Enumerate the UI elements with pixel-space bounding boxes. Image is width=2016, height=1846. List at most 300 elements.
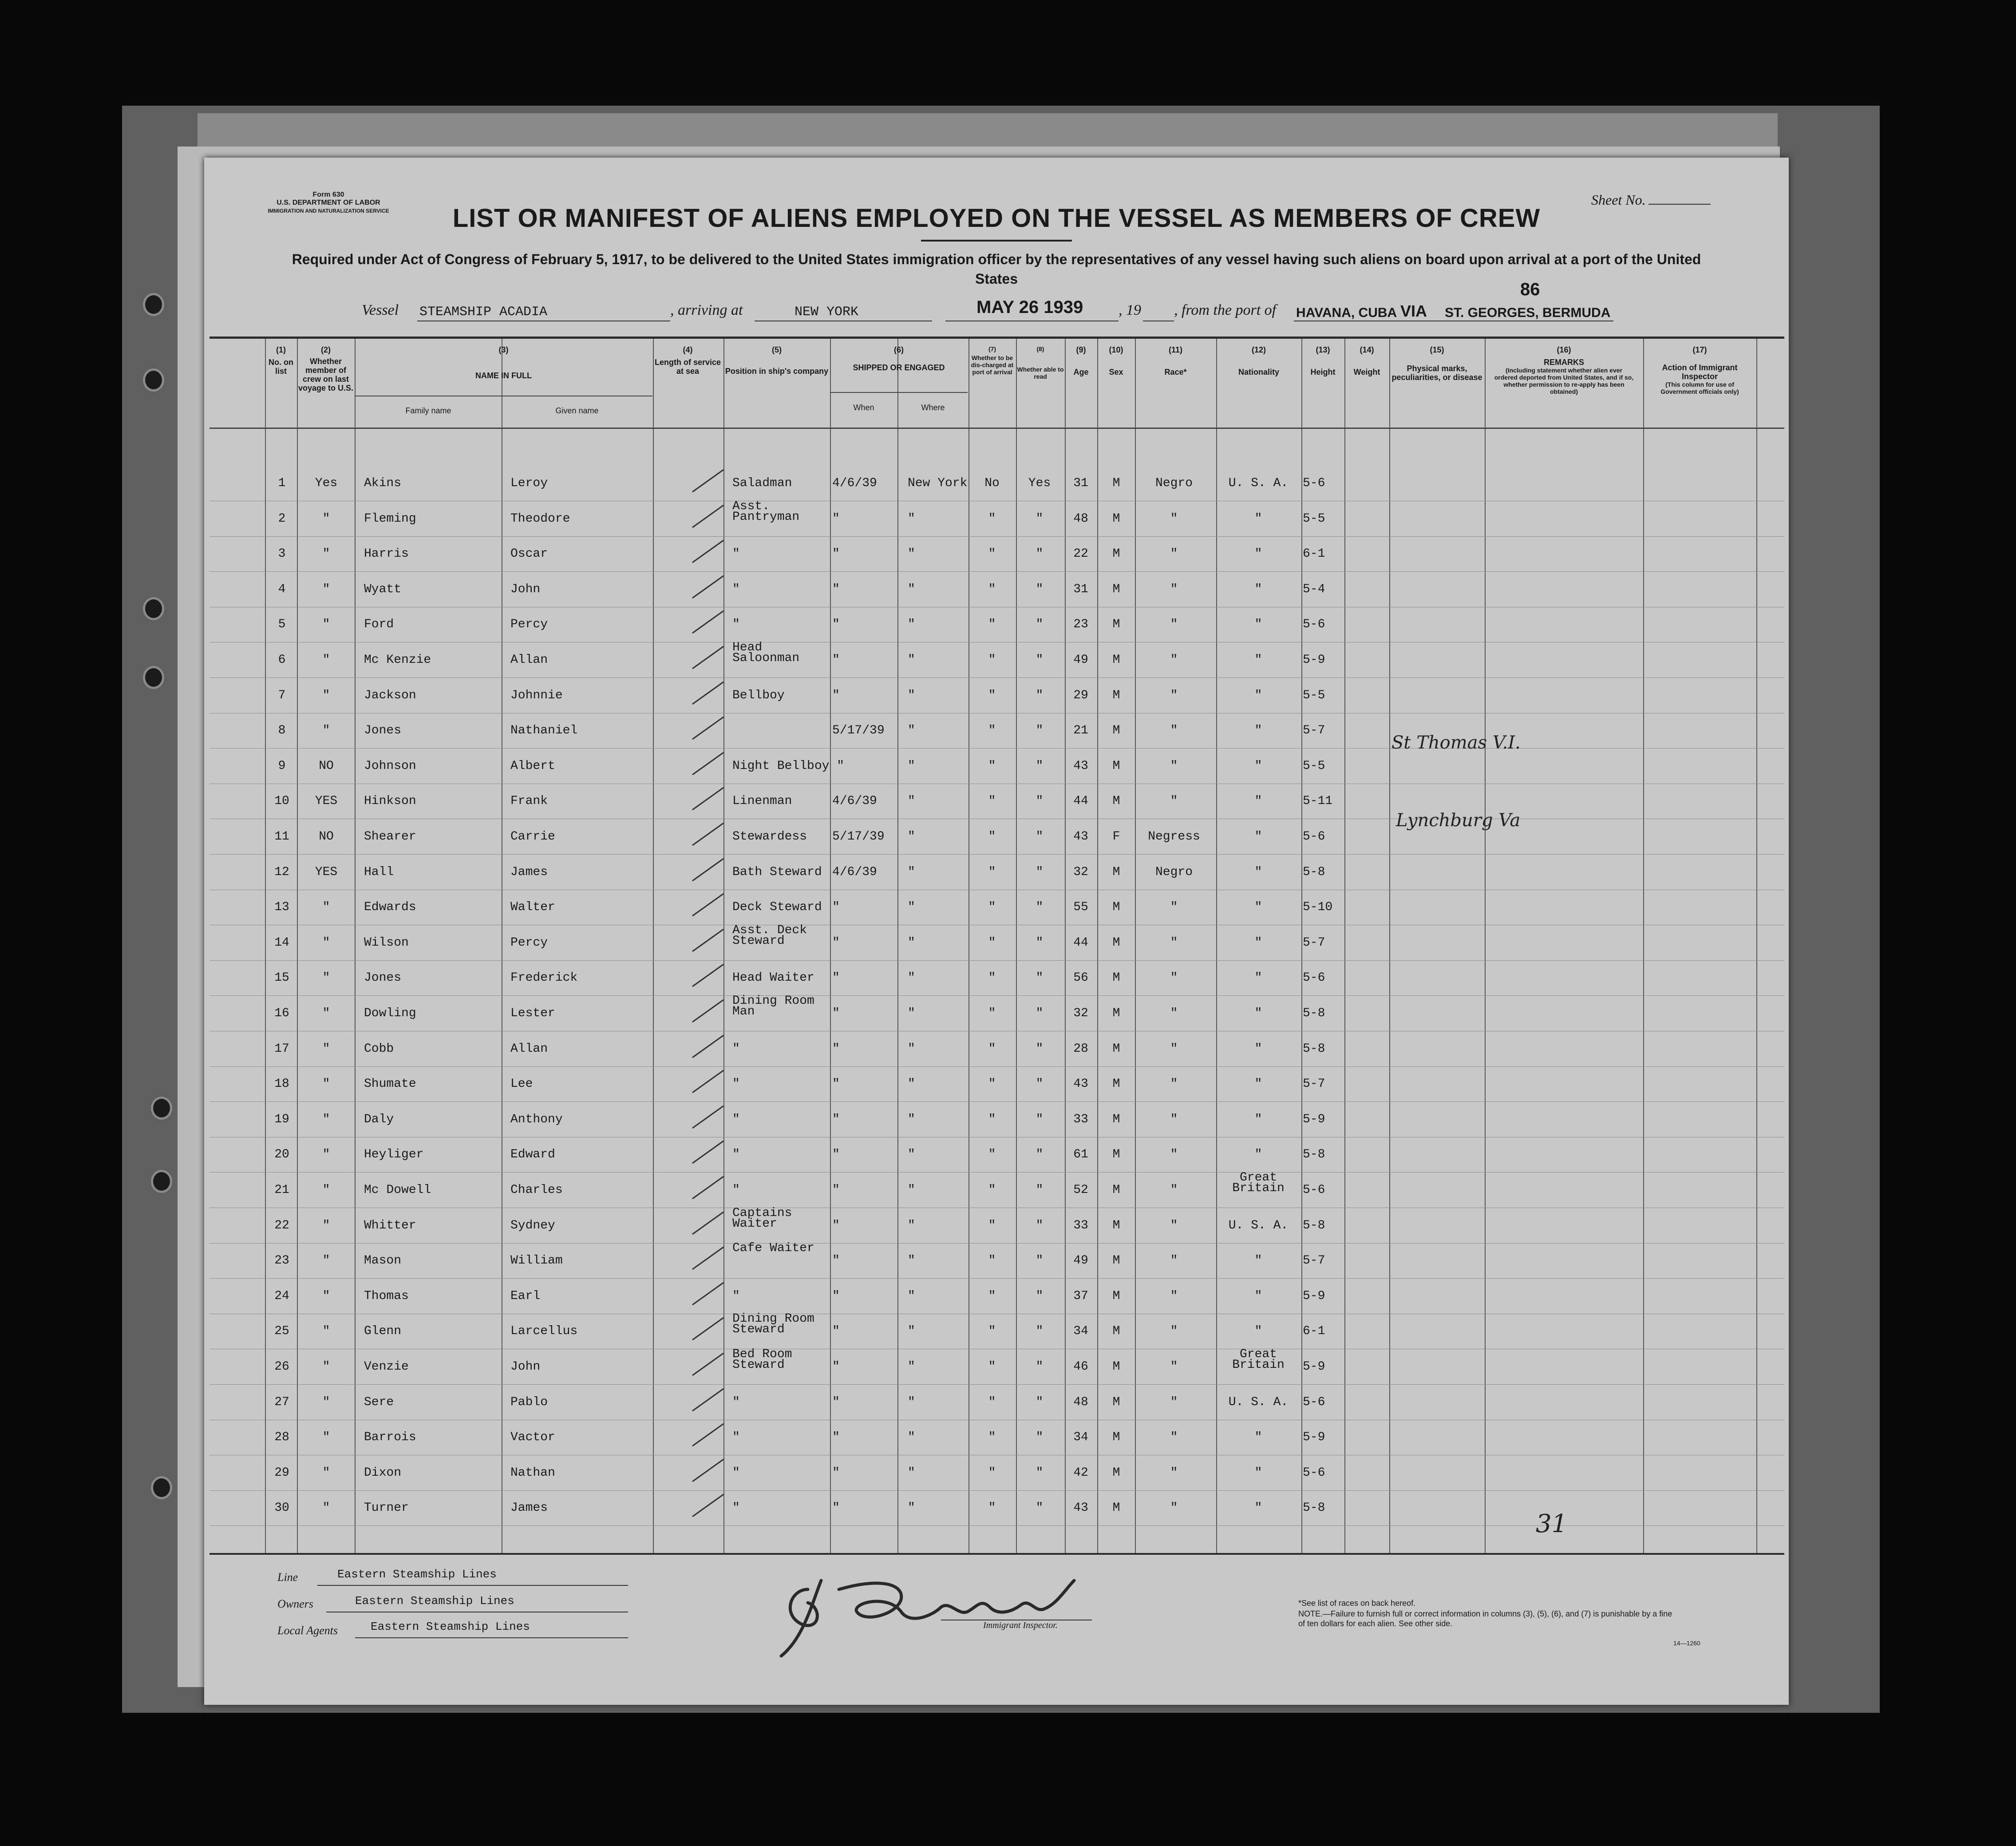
cell-disch: " <box>988 865 996 879</box>
cell-given: John <box>510 582 541 596</box>
cell-given: Johnnie <box>510 688 563 702</box>
cell-nat: " <box>1254 724 1262 738</box>
cell-sex: M <box>1112 511 1120 526</box>
cell-height: 5-5 <box>1303 688 1325 702</box>
cell-given: Anthony <box>510 1112 563 1126</box>
col-5-header: (5) Position in ship's company <box>725 345 829 376</box>
cell-height: 5-7 <box>1303 935 1325 950</box>
cell-age: 44 <box>1073 794 1088 808</box>
cell-family: Whitter <box>364 1218 416 1232</box>
cell-family: Cobb <box>364 1042 394 1056</box>
cell-where: " <box>908 1395 915 1409</box>
cell-last: " <box>322 653 330 667</box>
cell-read: " <box>1036 1501 1044 1515</box>
col-9-header: (9) Age <box>1073 345 1089 376</box>
cell-no: 20 <box>274 1148 289 1162</box>
cell-sex: M <box>1112 1112 1120 1126</box>
cell-sex: M <box>1112 653 1120 667</box>
cell-height: 6-1 <box>1303 547 1325 561</box>
cell-where: " <box>908 865 915 879</box>
cell-sex: M <box>1112 1360 1120 1374</box>
row-divider <box>210 1490 1784 1491</box>
vessel-label: Vessel <box>362 302 399 318</box>
cell-nat: " <box>1254 582 1262 596</box>
row-divider <box>210 960 1784 961</box>
cell-when: " <box>832 1148 840 1162</box>
cell-nat: Great Britain <box>1232 1347 1285 1372</box>
cell-family: Harris <box>364 547 409 561</box>
cell-given: Lester <box>510 1006 555 1020</box>
check-mark-icon <box>690 1033 726 1060</box>
cell-height: 5-6 <box>1303 1466 1325 1480</box>
cell-disch: " <box>988 1042 996 1056</box>
cell-sex: M <box>1112 476 1120 490</box>
cell-race: " <box>1170 1289 1178 1303</box>
cell-no: 18 <box>274 1077 289 1091</box>
cell-race: " <box>1170 900 1178 915</box>
check-mark-icon <box>690 538 726 565</box>
check-mark-icon <box>690 927 726 954</box>
cell-when: " <box>832 1183 840 1197</box>
cell-height: 5-7 <box>1303 724 1325 738</box>
cell-age: 55 <box>1073 900 1088 915</box>
cell-family: Heyliger <box>364 1148 424 1162</box>
cell-age: 31 <box>1073 582 1088 596</box>
cell-nat: " <box>1254 688 1262 702</box>
col-12-header: (12) Nationality <box>1238 345 1279 376</box>
cell-read: " <box>1036 759 1044 773</box>
check-mark-icon <box>690 891 726 918</box>
cell-sex: M <box>1112 688 1120 702</box>
cell-where: " <box>908 1183 915 1197</box>
cell-no: 10 <box>274 794 289 808</box>
cell-no: 7 <box>278 688 286 702</box>
cell-age: 46 <box>1073 1360 1088 1374</box>
cell-read: " <box>1036 1324 1044 1339</box>
cell-where: " <box>908 900 915 915</box>
cell-age: 61 <box>1073 1148 1088 1162</box>
cell-family: Wilson <box>364 935 409 950</box>
col-17-header: (17) Action of Immigrant Inspector (This column for use of Government officials only) <box>1660 345 1739 395</box>
cell-family: Ford <box>364 618 394 632</box>
cell-race: " <box>1170 1254 1178 1268</box>
cell-height: 5-4 <box>1303 582 1325 596</box>
cell-disch: " <box>988 1289 996 1303</box>
cell-sex: M <box>1112 1430 1120 1445</box>
cell-given: Allan <box>510 653 548 667</box>
cell-age: 33 <box>1073 1112 1088 1126</box>
cell-when: 4/6/39 <box>832 865 877 879</box>
vessel-name: STEAMSHIP ACADIA <box>419 305 548 320</box>
cell-nat: " <box>1254 1501 1262 1515</box>
cell-no: 6 <box>278 653 286 667</box>
cell-position: " <box>732 1112 740 1126</box>
cell-given: Theodore <box>510 511 570 526</box>
family-name-header: Family name <box>405 406 451 415</box>
cell-read: " <box>1036 1148 1044 1162</box>
cell-no: 15 <box>274 971 289 985</box>
check-mark-icon <box>690 1174 726 1201</box>
remark-row-11: Lynchburg Va <box>1396 810 1521 831</box>
cell-position: " <box>732 1430 740 1445</box>
row-divider <box>210 995 1784 996</box>
cell-race: " <box>1170 1466 1178 1480</box>
cell-last: " <box>322 1466 330 1480</box>
cell-no: 16 <box>274 1006 289 1020</box>
owners-label: Owners <box>277 1597 313 1610</box>
cell-last: " <box>322 1254 330 1268</box>
check-mark-icon <box>690 856 726 883</box>
cell-disch: " <box>988 1501 996 1515</box>
cell-read: " <box>1036 1006 1044 1020</box>
cell-given: Nathaniel <box>510 724 578 738</box>
check-mark-icon <box>690 1422 726 1448</box>
cell-sex: M <box>1112 1324 1120 1339</box>
cell-last: " <box>322 1006 330 1020</box>
service-name: IMMIGRATION AND NATURALIZATION SERVICE <box>268 208 389 214</box>
cell-age: 32 <box>1073 865 1088 879</box>
cell-when: " <box>832 1006 840 1020</box>
row-divider <box>210 1172 1784 1173</box>
cell-position: " <box>732 1466 740 1480</box>
cell-family: Dowling <box>364 1006 416 1020</box>
cell-disch: " <box>988 724 996 738</box>
cell-disch: " <box>988 1183 996 1197</box>
cell-race: " <box>1170 1112 1178 1126</box>
cell-nat: " <box>1254 1148 1262 1162</box>
cell-no: 8 <box>278 724 286 738</box>
cell-nat: " <box>1254 830 1262 844</box>
check-mark-icon <box>690 962 726 989</box>
cell-when: " <box>832 1218 840 1232</box>
cell-height: 5-8 <box>1303 865 1325 879</box>
cell-position: Bellboy <box>732 688 785 702</box>
cell-age: 23 <box>1073 618 1088 632</box>
cell-read: " <box>1036 653 1044 667</box>
cell-last: " <box>322 1324 330 1339</box>
cell-race: Negro <box>1155 865 1193 879</box>
check-mark-icon <box>690 750 726 777</box>
cell-nat: U. S. A. <box>1228 476 1289 490</box>
cell-given: Percy <box>510 935 548 950</box>
binder-hole-icon <box>151 1170 172 1193</box>
department-name: U.S. DEPARTMENT OF LABOR <box>277 199 380 206</box>
cell-height: 5-7 <box>1303 1077 1325 1091</box>
cell-position: Head Waiter <box>732 971 814 985</box>
col-15-header: (15) Physical marks, peculiarities, or disease <box>1391 345 1482 382</box>
col-13-header: (13) Height <box>1310 345 1336 376</box>
cell-race: " <box>1170 1218 1178 1232</box>
cell-position: Asst. Pantryman <box>732 499 800 524</box>
cell-when: " <box>832 1360 840 1374</box>
cell-position: " <box>732 1148 740 1162</box>
binder-hole-icon <box>151 1097 172 1120</box>
cell-sex: M <box>1112 935 1120 950</box>
cell-when: " <box>832 547 840 561</box>
cell-height: 5-9 <box>1303 653 1325 667</box>
sheet-number: 86 <box>1520 280 1540 299</box>
cell-when: 5/17/39 <box>832 724 885 738</box>
cell-last: NO <box>319 830 334 844</box>
cell-when: " <box>832 1112 840 1126</box>
cell-height: 5-9 <box>1303 1430 1325 1445</box>
agents-label: Local Agents <box>277 1624 338 1637</box>
cell-disch: " <box>988 1324 996 1339</box>
cell-disch: " <box>988 1112 996 1126</box>
cell-read: " <box>1036 1112 1044 1126</box>
cell-sex: M <box>1112 547 1120 561</box>
cell-family: Glenn <box>364 1324 402 1339</box>
check-mark-icon <box>690 998 726 1024</box>
arriving-label: , arriving at <box>670 302 743 318</box>
cell-disch: " <box>988 547 996 561</box>
cell-last: " <box>322 618 330 632</box>
cell-sex: M <box>1112 1254 1120 1268</box>
cell-nat: " <box>1254 1077 1262 1091</box>
cell-no: 26 <box>274 1360 289 1374</box>
cell-nat: " <box>1254 618 1262 632</box>
cell-read: " <box>1036 865 1044 879</box>
cell-family: Barrois <box>364 1430 416 1445</box>
cell-given: Earl <box>510 1289 541 1303</box>
cell-family: Dixon <box>364 1466 402 1480</box>
cell-when: 4/6/39 <box>832 794 877 808</box>
inspector-label: Immigrant Inspector. <box>983 1620 1058 1630</box>
binder-hole-icon <box>143 597 164 620</box>
cell-family: Johnson <box>364 759 416 773</box>
cell-age: 42 <box>1073 1466 1088 1480</box>
cell-read: " <box>1036 688 1044 702</box>
cell-position: Asst. Deck Steward <box>732 923 807 948</box>
from-port-label: , from the port of <box>1174 302 1277 318</box>
row-divider <box>210 1384 1784 1385</box>
cell-sex: M <box>1112 1289 1120 1303</box>
cell-where: " <box>908 653 915 667</box>
cell-nat: " <box>1254 511 1262 526</box>
page-title: LIST OR MANIFEST OF ALIENS EMPLOYED ON THE VESSEL AS MEMBERS OF CREW <box>452 204 1541 233</box>
cell-last: " <box>322 1077 330 1091</box>
cell-read: " <box>1036 830 1044 844</box>
col-2-header: (2) Whether member of crew on last voyage to U.S. <box>298 345 354 392</box>
col-3-header: (3) NAME IN FULL <box>475 345 532 380</box>
cell-when: " <box>832 653 840 667</box>
cell-age: 34 <box>1073 1430 1088 1445</box>
cell-position: Cafe Waiter <box>732 1241 814 1256</box>
cell-family: Hall <box>364 865 394 879</box>
cell-race: " <box>1170 1148 1178 1162</box>
cell-position: " <box>732 547 740 561</box>
cell-family: Venzie <box>364 1360 409 1374</box>
cell-disch: " <box>988 1360 996 1374</box>
binder-hole-icon <box>143 368 164 392</box>
cell-when: 4/6/39 <box>832 476 877 490</box>
cell-when: " <box>832 900 840 915</box>
year-label: , 19 <box>1119 302 1141 318</box>
cell-last: " <box>322 547 330 561</box>
cell-sex: M <box>1112 1042 1120 1056</box>
check-mark-icon <box>690 1351 726 1378</box>
cell-no: 29 <box>274 1466 289 1480</box>
cell-read: " <box>1036 618 1044 632</box>
cell-disch: " <box>988 830 996 844</box>
cell-last: " <box>322 511 330 526</box>
cell-where: " <box>908 971 915 985</box>
cell-nat: U. S. A. <box>1228 1395 1289 1409</box>
cell-where: " <box>908 935 915 950</box>
cell-when: " <box>832 688 840 702</box>
cell-age: 49 <box>1073 653 1088 667</box>
cell-sex: M <box>1112 618 1120 632</box>
line-label: Line <box>277 1571 298 1584</box>
cell-where: " <box>908 1112 915 1126</box>
cell-height: 5-5 <box>1303 511 1325 526</box>
row-divider <box>210 1066 1784 1067</box>
cell-no: 25 <box>274 1324 289 1339</box>
cell-position: Linenman <box>732 794 792 808</box>
cell-sex: M <box>1112 1183 1120 1197</box>
cell-disch: " <box>988 759 996 773</box>
cell-last: Yes <box>315 476 338 490</box>
cell-family: Edwards <box>364 900 416 915</box>
cell-where: " <box>908 1254 915 1268</box>
cell-disch: " <box>988 971 996 985</box>
cell-age: 52 <box>1073 1183 1088 1197</box>
cell-sex: M <box>1112 1218 1120 1232</box>
cell-given: Vactor <box>510 1430 555 1445</box>
cell-sex: M <box>1112 1466 1120 1480</box>
cell-no: 19 <box>274 1112 289 1126</box>
col-14-header: (14) Weight <box>1353 345 1380 376</box>
cell-nat: U. S. A. <box>1228 1218 1289 1232</box>
via-label: VIA <box>1400 302 1427 320</box>
cell-race: " <box>1170 1183 1178 1197</box>
cell-position: Stewardess <box>732 830 807 844</box>
cell-race: " <box>1170 724 1178 738</box>
cell-age: 43 <box>1073 1501 1088 1515</box>
cell-family: Mason <box>364 1254 402 1268</box>
cell-last: " <box>322 1042 330 1056</box>
col-10-header: (10) Sex <box>1109 345 1123 376</box>
cell-sex: M <box>1112 582 1120 596</box>
cell-last: " <box>322 1430 330 1445</box>
cell-where: " <box>908 1501 915 1515</box>
shipped-where-header: Where <box>921 403 945 412</box>
cell-nat: " <box>1254 1324 1262 1339</box>
cell-position: Dining Room Man <box>732 994 814 1018</box>
cell-age: 32 <box>1073 1006 1088 1020</box>
sheet-label: Sheet No. <box>1591 192 1646 208</box>
cell-position: " <box>732 582 740 596</box>
col-8-header: (8) Whether able to read <box>1017 345 1064 380</box>
cell-read: " <box>1036 900 1044 915</box>
cell-position: " <box>732 1183 740 1197</box>
cell-disch: " <box>988 688 996 702</box>
check-mark-icon <box>690 609 726 635</box>
cell-height: 5-11 <box>1303 794 1333 808</box>
cell-disch: " <box>988 1006 996 1020</box>
cell-read: " <box>1036 935 1044 950</box>
check-mark-icon <box>690 1280 726 1307</box>
cell-nat: " <box>1254 1289 1262 1303</box>
check-mark-icon <box>690 1245 726 1272</box>
cell-no: 28 <box>274 1430 289 1445</box>
cell-race: " <box>1170 794 1178 808</box>
cell-last: " <box>322 688 330 702</box>
cell-disch: " <box>988 511 996 526</box>
cell-height: 5-6 <box>1303 1395 1325 1409</box>
line-value: Eastern Steamship Lines <box>337 1568 497 1581</box>
row-divider <box>210 748 1784 749</box>
cell-height: 5-8 <box>1303 1006 1325 1020</box>
check-mark-icon <box>690 644 726 671</box>
cell-age: 21 <box>1073 724 1088 738</box>
cell-read: " <box>1036 1183 1044 1197</box>
cell-position: Captains Waiter <box>732 1206 792 1231</box>
cell-last: " <box>322 1395 330 1409</box>
cell-age: 43 <box>1073 759 1088 773</box>
cell-when: " <box>832 582 840 596</box>
cell-race: " <box>1170 1006 1178 1020</box>
cell-disch: " <box>988 1466 996 1480</box>
cell-no: 23 <box>274 1254 289 1268</box>
check-mark-icon <box>690 1104 726 1130</box>
cell-race: " <box>1170 1077 1178 1091</box>
cell-race: " <box>1170 653 1178 667</box>
cell-race: " <box>1170 1430 1178 1445</box>
cell-position: Dining Room Steward <box>732 1312 814 1337</box>
cell-where: " <box>908 1006 915 1020</box>
binder-hole-icon <box>143 666 164 689</box>
cell-where: " <box>908 759 915 773</box>
cell-position: Night Bellboy " <box>732 759 845 773</box>
cell-family: Jones <box>364 724 402 738</box>
row-divider <box>210 854 1784 855</box>
cell-sex: F <box>1112 830 1120 844</box>
check-mark-icon <box>690 821 726 848</box>
cell-family: Turner <box>364 1501 409 1515</box>
cell-disch: " <box>988 618 996 632</box>
cell-where: " <box>908 1466 915 1480</box>
cell-nat: " <box>1254 1254 1262 1268</box>
check-mark-icon <box>690 785 726 812</box>
cell-when: " <box>832 1501 840 1515</box>
cell-nat: " <box>1254 971 1262 985</box>
cell-family: Wyatt <box>364 582 402 596</box>
cell-family: Akins <box>364 476 402 490</box>
cell-disch: " <box>988 1218 996 1232</box>
cell-last: " <box>322 1183 330 1197</box>
cell-read: Yes <box>1028 476 1051 490</box>
cell-given: Charles <box>510 1183 563 1197</box>
given-name-header: Given name <box>555 406 599 415</box>
binder-hole-icon <box>151 1476 172 1499</box>
cell-race: " <box>1170 618 1178 632</box>
cell-read: " <box>1036 582 1044 596</box>
cell-when: " <box>832 511 840 526</box>
cell-last: " <box>322 900 330 915</box>
cell-no: 13 <box>274 900 289 915</box>
cell-no: 2 <box>278 511 286 526</box>
cell-sex: M <box>1112 865 1120 879</box>
remark-row-9: St Thomas V.I. <box>1391 733 1521 753</box>
check-mark-icon <box>690 680 726 706</box>
cell-family: Mc Kenzie <box>364 653 431 667</box>
cell-given: Oscar <box>510 547 548 561</box>
col-4-header: (4) Length of service at sea <box>654 345 721 376</box>
cell-when: " <box>832 1077 840 1091</box>
check-mark-icon <box>690 1315 726 1342</box>
row-divider <box>210 1101 1784 1102</box>
